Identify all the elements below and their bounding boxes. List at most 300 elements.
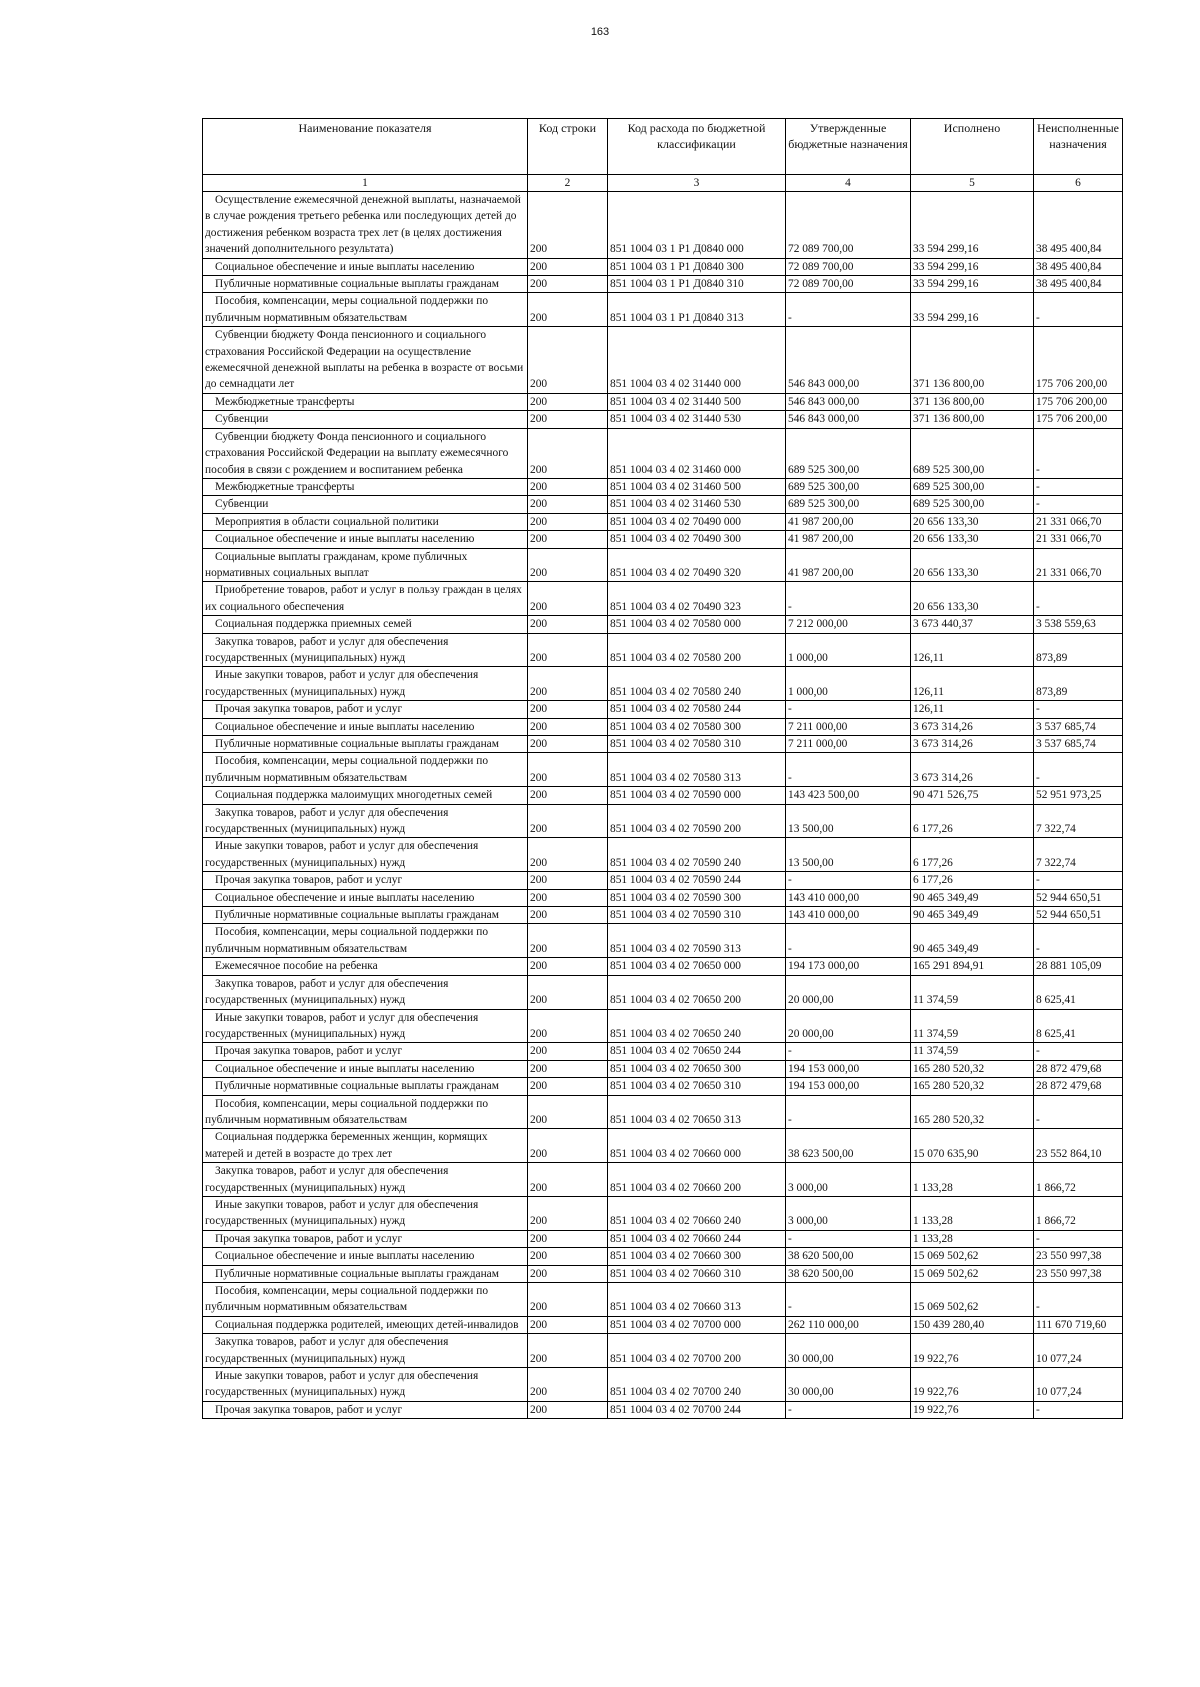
row-unexecuted-amount: 52 944 650,51 [1034, 889, 1123, 906]
row-executed-amount: 19 922,76 [911, 1368, 1034, 1402]
row-approved-amount: 689 525 300,00 [786, 478, 911, 495]
row-line-code: 200 [528, 192, 608, 259]
row-unexecuted-amount: 38 495 400,84 [1034, 192, 1123, 259]
row-executed-amount: 689 525 300,00 [911, 496, 1034, 513]
row-expense-code: 851 1004 03 4 02 31440 000 [608, 327, 786, 394]
row-unexecuted-amount: 10 077,24 [1034, 1368, 1123, 1402]
row-approved-amount: - [786, 1401, 911, 1418]
row-name: Закупка товаров, работ и услуг для обеспечения государственных (муниципальных) нужд [203, 1163, 528, 1197]
row-unexecuted-amount: 1 866,72 [1034, 1196, 1123, 1230]
table-row [203, 428, 1123, 478]
row-name: Социальное обеспечение и иные выплаты населению [203, 1060, 528, 1077]
header-name: Наименование показателя [203, 119, 528, 175]
row-approved-amount: 7 211 000,00 [786, 736, 911, 753]
row-name: Прочая закупка товаров, работ и услуг [203, 1401, 528, 1418]
row-executed-amount: 150 439 280,40 [911, 1316, 1034, 1333]
column-number: 3 [608, 175, 786, 192]
row-unexecuted-amount: 38 495 400,84 [1034, 276, 1123, 293]
row-approved-amount: - [786, 1043, 911, 1060]
row-unexecuted-amount: 8 625,41 [1034, 1009, 1123, 1043]
row-name: Публичные нормативные социальные выплаты гражданам [203, 276, 528, 293]
row-name: Социальная поддержка родителей, имеющих детей-инвалидов [203, 1316, 528, 1333]
row-expense-code: 851 1004 03 4 02 70590 000 [608, 787, 786, 804]
table-row [203, 889, 1123, 906]
row-unexecuted-amount: 21 331 066,70 [1034, 548, 1123, 582]
column-number: 4 [786, 175, 911, 192]
row-line-code: 200 [528, 496, 608, 513]
row-approved-amount: 13 500,00 [786, 804, 911, 838]
row-unexecuted-amount: 23 550 997,38 [1034, 1265, 1123, 1282]
row-executed-amount: 33 594 299,16 [911, 276, 1034, 293]
row-line-code: 200 [528, 872, 608, 889]
row-name: Пособия, компенсации, меры социальной поддержки по публичным нормативным обязательствам [203, 924, 528, 958]
row-name: Публичные нормативные социальные выплаты гражданам [203, 907, 528, 924]
row-expense-code: 851 1004 03 4 02 70590 244 [608, 872, 786, 889]
row-executed-amount: 90 471 526,75 [911, 787, 1034, 804]
row-line-code: 200 [528, 753, 608, 787]
row-executed-amount: 3 673 440,37 [911, 616, 1034, 633]
table-row [203, 327, 1123, 394]
row-expense-code: 851 1004 03 4 02 70650 244 [608, 1043, 786, 1060]
row-expense-code: 851 1004 03 4 02 31440 500 [608, 393, 786, 410]
row-expense-code: 851 1004 03 4 02 70590 300 [608, 889, 786, 906]
row-executed-amount: 15 070 635,90 [911, 1129, 1034, 1163]
table-row [203, 1316, 1123, 1333]
row-name: Субвенции [203, 496, 528, 513]
row-name: Социальное обеспечение и иные выплаты населению [203, 889, 528, 906]
row-expense-code: 851 1004 03 4 02 70580 313 [608, 753, 786, 787]
row-name: Социальное обеспечение и иные выплаты населению [203, 258, 528, 275]
row-expense-code: 851 1004 03 4 02 70660 000 [608, 1129, 786, 1163]
row-unexecuted-amount: 873,89 [1034, 633, 1123, 667]
row-line-code: 200 [528, 582, 608, 616]
row-name: Пособия, компенсации, меры социальной поддержки по публичным нормативным обязательствам [203, 753, 528, 787]
row-name: Прочая закупка товаров, работ и услуг [203, 1043, 528, 1060]
row-unexecuted-amount: 28 881 105,09 [1034, 958, 1123, 975]
table-row [203, 753, 1123, 787]
row-approved-amount: 546 843 000,00 [786, 393, 911, 410]
row-executed-amount: 33 594 299,16 [911, 258, 1034, 275]
row-line-code: 200 [528, 1078, 608, 1095]
table-row [203, 1248, 1123, 1265]
row-approved-amount: 38 620 500,00 [786, 1265, 911, 1282]
column-number: 5 [911, 175, 1034, 192]
row-approved-amount: - [786, 1095, 911, 1129]
row-approved-amount: 689 525 300,00 [786, 496, 911, 513]
row-line-code: 200 [528, 1043, 608, 1060]
row-approved-amount: 194 173 000,00 [786, 958, 911, 975]
row-executed-amount: 689 525 300,00 [911, 478, 1034, 495]
table-row [203, 633, 1123, 667]
table-row [203, 1368, 1123, 1402]
table-row [203, 478, 1123, 495]
row-executed-amount: 1 133,28 [911, 1230, 1034, 1247]
row-executed-amount: 126,11 [911, 633, 1034, 667]
row-approved-amount: 143 410 000,00 [786, 889, 911, 906]
row-executed-amount: 126,11 [911, 701, 1034, 718]
table-row [203, 701, 1123, 718]
row-name: Иные закупки товаров, работ и услуг для обеспечения государственных (муниципальных) нужд [203, 1368, 528, 1402]
row-unexecuted-amount: 38 495 400,84 [1034, 258, 1123, 275]
row-line-code: 200 [528, 1334, 608, 1368]
row-approved-amount: 41 987 200,00 [786, 531, 911, 548]
row-line-code: 200 [528, 1060, 608, 1077]
row-line-code: 200 [528, 411, 608, 428]
row-executed-amount: 126,11 [911, 667, 1034, 701]
row-expense-code: 851 1004 03 4 02 70660 200 [608, 1163, 786, 1197]
row-line-code: 200 [528, 787, 608, 804]
row-approved-amount: 143 410 000,00 [786, 907, 911, 924]
row-line-code: 200 [528, 633, 608, 667]
row-line-code: 200 [528, 975, 608, 1009]
row-unexecuted-amount: - [1034, 1095, 1123, 1129]
row-expense-code: 851 1004 03 4 02 70700 244 [608, 1401, 786, 1418]
row-expense-code: 851 1004 03 4 02 70650 200 [608, 975, 786, 1009]
row-expense-code: 851 1004 03 4 02 70700 000 [608, 1316, 786, 1333]
table-row [203, 393, 1123, 410]
row-expense-code: 851 1004 03 4 02 70590 200 [608, 804, 786, 838]
table-row [203, 907, 1123, 924]
row-approved-amount: 38 623 500,00 [786, 1129, 911, 1163]
page-number: 163 [590, 26, 610, 38]
row-expense-code: 851 1004 03 4 02 70650 313 [608, 1095, 786, 1129]
row-name: Социальное обеспечение и иные выплаты населению [203, 531, 528, 548]
row-line-code: 200 [528, 1401, 608, 1418]
row-executed-amount: 165 280 520,32 [911, 1078, 1034, 1095]
row-executed-amount: 1 133,28 [911, 1196, 1034, 1230]
row-name: Социальная поддержка малоимущих многодетных семей [203, 787, 528, 804]
row-line-code: 200 [528, 513, 608, 530]
row-unexecuted-amount: 28 872 479,68 [1034, 1060, 1123, 1077]
row-executed-amount: 90 465 349,49 [911, 907, 1034, 924]
row-executed-amount: 19 922,76 [911, 1334, 1034, 1368]
table-row [203, 787, 1123, 804]
row-unexecuted-amount: - [1034, 701, 1123, 718]
row-approved-amount: - [786, 1283, 911, 1317]
table-row [203, 293, 1123, 327]
row-approved-amount: 7 211 000,00 [786, 718, 911, 735]
row-expense-code: 851 1004 03 1 P1 Д0840 000 [608, 192, 786, 259]
row-approved-amount: 546 843 000,00 [786, 411, 911, 428]
table-row [203, 1196, 1123, 1230]
row-unexecuted-amount: 52 951 973,25 [1034, 787, 1123, 804]
row-approved-amount: - [786, 924, 911, 958]
row-line-code: 200 [528, 1196, 608, 1230]
row-line-code: 200 [528, 1368, 608, 1402]
table-row [203, 1230, 1123, 1247]
row-name: Пособия, компенсации, меры социальной поддержки по публичным нормативным обязательствам [203, 1283, 528, 1317]
row-line-code: 200 [528, 907, 608, 924]
row-unexecuted-amount: - [1034, 478, 1123, 495]
row-unexecuted-amount: - [1034, 1283, 1123, 1317]
row-approved-amount: - [786, 753, 911, 787]
column-number: 6 [1034, 175, 1123, 192]
row-name: Закупка товаров, работ и услуг для обеспечения государственных (муниципальных) нужд [203, 975, 528, 1009]
table-row [203, 1009, 1123, 1043]
row-expense-code: 851 1004 03 4 02 70660 310 [608, 1265, 786, 1282]
row-executed-amount: 371 136 800,00 [911, 411, 1034, 428]
row-line-code: 200 [528, 1009, 608, 1043]
row-approved-amount: 1 000,00 [786, 633, 911, 667]
row-expense-code: 851 1004 03 4 02 70660 300 [608, 1248, 786, 1265]
row-executed-amount: 20 656 133,30 [911, 531, 1034, 548]
row-executed-amount: 1 133,28 [911, 1163, 1034, 1197]
row-expense-code: 851 1004 03 4 02 70490 320 [608, 548, 786, 582]
table-row [203, 616, 1123, 633]
header-approved: Утвержденные бюджетные назначения [786, 119, 911, 175]
table-row [203, 838, 1123, 872]
row-unexecuted-amount: 873,89 [1034, 667, 1123, 701]
row-expense-code: 851 1004 03 4 02 70580 310 [608, 736, 786, 753]
row-executed-amount: 165 280 520,32 [911, 1095, 1034, 1129]
table-row [203, 718, 1123, 735]
row-expense-code: 851 1004 03 4 02 70700 240 [608, 1368, 786, 1402]
row-approved-amount: - [786, 872, 911, 889]
row-unexecuted-amount: 52 944 650,51 [1034, 907, 1123, 924]
row-line-code: 200 [528, 736, 608, 753]
row-unexecuted-amount: 3 537 685,74 [1034, 718, 1123, 735]
row-name: Закупка товаров, работ и услуг для обеспечения государственных (муниципальных) нужд [203, 1334, 528, 1368]
row-expense-code: 851 1004 03 4 02 70580 240 [608, 667, 786, 701]
row-expense-code: 851 1004 03 4 02 70590 313 [608, 924, 786, 958]
row-expense-code: 851 1004 03 4 02 31460 530 [608, 496, 786, 513]
row-name: Иные закупки товаров, работ и услуг для обеспечения государственных (муниципальных) нужд [203, 838, 528, 872]
row-executed-amount: 90 465 349,49 [911, 924, 1034, 958]
row-executed-amount: 165 291 894,91 [911, 958, 1034, 975]
table-row [203, 548, 1123, 582]
row-expense-code: 851 1004 03 4 02 70490 300 [608, 531, 786, 548]
header-unexecuted: Неисполненные назначения [1034, 119, 1123, 175]
row-expense-code: 851 1004 03 4 02 70650 300 [608, 1060, 786, 1077]
row-executed-amount: 165 280 520,32 [911, 1060, 1034, 1077]
row-unexecuted-amount: - [1034, 1230, 1123, 1247]
row-expense-code: 851 1004 03 1 P1 Д0840 300 [608, 258, 786, 275]
row-unexecuted-amount: 28 872 479,68 [1034, 1078, 1123, 1095]
row-executed-amount: 371 136 800,00 [911, 393, 1034, 410]
row-approved-amount: 7 212 000,00 [786, 616, 911, 633]
row-unexecuted-amount: 7 322,74 [1034, 804, 1123, 838]
row-name: Мероприятия в области социальной политики [203, 513, 528, 530]
row-line-code: 200 [528, 548, 608, 582]
row-name: Публичные нормативные социальные выплаты гражданам [203, 736, 528, 753]
row-line-code: 200 [528, 478, 608, 495]
row-approved-amount: - [786, 1230, 911, 1247]
row-unexecuted-amount: - [1034, 872, 1123, 889]
row-name: Ежемесячное пособие на ребенка [203, 958, 528, 975]
row-unexecuted-amount: 7 322,74 [1034, 838, 1123, 872]
row-line-code: 200 [528, 701, 608, 718]
row-name: Социальные выплаты гражданам, кроме публичных нормативных социальных выплат [203, 548, 528, 582]
row-expense-code: 851 1004 03 4 02 31460 000 [608, 428, 786, 478]
row-line-code: 200 [528, 393, 608, 410]
row-name: Прочая закупка товаров, работ и услуг [203, 872, 528, 889]
header-executed: Исполнено [911, 119, 1034, 175]
row-name: Субвенции [203, 411, 528, 428]
row-line-code: 200 [528, 293, 608, 327]
table-row [203, 1060, 1123, 1077]
row-name: Публичные нормативные социальные выплаты гражданам [203, 1078, 528, 1095]
row-executed-amount: 6 177,26 [911, 838, 1034, 872]
row-approved-amount: - [786, 582, 911, 616]
table-row [203, 1334, 1123, 1368]
row-expense-code: 851 1004 03 4 02 70660 240 [608, 1196, 786, 1230]
row-expense-code: 851 1004 03 4 02 70580 200 [608, 633, 786, 667]
row-approved-amount: 546 843 000,00 [786, 327, 911, 394]
column-number: 2 [528, 175, 608, 192]
row-unexecuted-amount: - [1034, 428, 1123, 478]
budget-execution-table [202, 118, 1123, 1419]
row-approved-amount: - [786, 293, 911, 327]
table-row [203, 496, 1123, 513]
row-expense-code: 851 1004 03 4 02 31460 500 [608, 478, 786, 495]
row-approved-amount: 30 000,00 [786, 1334, 911, 1368]
row-name: Публичные нормативные социальные выплаты гражданам [203, 1265, 528, 1282]
row-expense-code: 851 1004 03 4 02 70490 323 [608, 582, 786, 616]
row-line-code: 200 [528, 1163, 608, 1197]
row-unexecuted-amount: 23 552 864,10 [1034, 1129, 1123, 1163]
row-approved-amount: 72 089 700,00 [786, 258, 911, 275]
row-line-code: 200 [528, 1248, 608, 1265]
row-name: Закупка товаров, работ и услуг для обеспечения государственных (муниципальных) нужд [203, 633, 528, 667]
row-unexecuted-amount: 3 538 559,63 [1034, 616, 1123, 633]
row-unexecuted-amount: 3 537 685,74 [1034, 736, 1123, 753]
table-row [203, 1265, 1123, 1282]
row-line-code: 200 [528, 1283, 608, 1317]
row-expense-code: 851 1004 03 1 P1 Д0840 310 [608, 276, 786, 293]
row-name: Социальное обеспечение и иные выплаты населению [203, 718, 528, 735]
row-expense-code: 851 1004 03 4 02 31440 530 [608, 411, 786, 428]
row-executed-amount: 90 465 349,49 [911, 889, 1034, 906]
row-name: Социальное обеспечение и иные выплаты населению [203, 1248, 528, 1265]
row-approved-amount: 41 987 200,00 [786, 513, 911, 530]
row-unexecuted-amount: 175 706 200,00 [1034, 327, 1123, 394]
row-name: Пособия, компенсации, меры социальной поддержки по публичным нормативным обязательствам [203, 293, 528, 327]
table-row [203, 1078, 1123, 1095]
row-name: Субвенции бюджету Фонда пенсионного и социального страхования Российской Федерации на осуществление ежемесячной денежной выплаты на ребенка в возрасте от восьми до семнадцати лет [203, 327, 528, 394]
row-expense-code: 851 1004 03 4 02 70650 240 [608, 1009, 786, 1043]
table-row [203, 513, 1123, 530]
table-row [203, 1043, 1123, 1060]
table-row [203, 667, 1123, 701]
row-unexecuted-amount: - [1034, 1043, 1123, 1060]
row-expense-code: 851 1004 03 4 02 70660 244 [608, 1230, 786, 1247]
row-name: Осуществление ежемесячной денежной выплаты, назначаемой в случае рождения третьего ребенка или последующих детей до достижения ребенком возраста трех лет (в целях достижения значений дополнительного результата) [203, 192, 528, 259]
row-name: Социальная поддержка беременных женщин, кормящих матерей и детей в возрасте до трех лет [203, 1129, 528, 1163]
row-approved-amount: 262 110 000,00 [786, 1316, 911, 1333]
table-row [203, 276, 1123, 293]
row-line-code: 200 [528, 718, 608, 735]
row-executed-amount: 3 673 314,26 [911, 718, 1034, 735]
row-approved-amount: 3 000,00 [786, 1196, 911, 1230]
row-line-code: 200 [528, 1129, 608, 1163]
row-name: Социальная поддержка приемных семей [203, 616, 528, 633]
row-executed-amount: 19 922,76 [911, 1401, 1034, 1418]
row-unexecuted-amount: - [1034, 924, 1123, 958]
row-approved-amount: 38 620 500,00 [786, 1248, 911, 1265]
table-row [203, 582, 1123, 616]
row-name: Иные закупки товаров, работ и услуг для обеспечения государственных (муниципальных) нужд [203, 1009, 528, 1043]
row-expense-code: 851 1004 03 4 02 70590 240 [608, 838, 786, 872]
column-number-row [203, 175, 1123, 192]
row-line-code: 200 [528, 924, 608, 958]
column-number: 1 [203, 175, 528, 192]
row-line-code: 200 [528, 804, 608, 838]
row-expense-code: 851 1004 03 4 02 70580 000 [608, 616, 786, 633]
row-name: Приобретение товаров, работ и услуг в пользу граждан в целях их социального обеспечения [203, 582, 528, 616]
row-executed-amount: 15 069 502,62 [911, 1248, 1034, 1265]
row-approved-amount: - [786, 701, 911, 718]
header-line-code: Код строки [528, 119, 608, 175]
table-row [203, 924, 1123, 958]
table-row [203, 1129, 1123, 1163]
table-row [203, 1283, 1123, 1317]
row-executed-amount: 20 656 133,30 [911, 582, 1034, 616]
row-line-code: 200 [528, 958, 608, 975]
row-expense-code: 851 1004 03 4 02 70590 310 [608, 907, 786, 924]
table-row [203, 1163, 1123, 1197]
row-executed-amount: 20 656 133,30 [911, 513, 1034, 530]
row-name: Прочая закупка товаров, работ и услуг [203, 1230, 528, 1247]
row-executed-amount: 20 656 133,30 [911, 548, 1034, 582]
row-name: Пособия, компенсации, меры социальной поддержки по публичным нормативным обязательствам [203, 1095, 528, 1129]
row-expense-code: 851 1004 03 4 02 70580 300 [608, 718, 786, 735]
row-line-code: 200 [528, 1316, 608, 1333]
row-approved-amount: 20 000,00 [786, 1009, 911, 1043]
row-name: Межбюджетные трансферты [203, 393, 528, 410]
row-line-code: 200 [528, 838, 608, 872]
row-line-code: 200 [528, 258, 608, 275]
row-expense-code: 851 1004 03 1 P1 Д0840 313 [608, 293, 786, 327]
row-name: Закупка товаров, работ и услуг для обеспечения государственных (муниципальных) нужд [203, 804, 528, 838]
row-line-code: 200 [528, 1230, 608, 1247]
row-approved-amount: 194 153 000,00 [786, 1078, 911, 1095]
row-approved-amount: 20 000,00 [786, 975, 911, 1009]
row-line-code: 200 [528, 616, 608, 633]
row-approved-amount: 41 987 200,00 [786, 548, 911, 582]
row-line-code: 200 [528, 1095, 608, 1129]
table-row [203, 1095, 1123, 1129]
table-row [203, 975, 1123, 1009]
row-approved-amount: 143 423 500,00 [786, 787, 911, 804]
row-unexecuted-amount: 111 670 719,60 [1034, 1316, 1123, 1333]
row-line-code: 200 [528, 276, 608, 293]
row-unexecuted-amount: - [1034, 496, 1123, 513]
row-unexecuted-amount: - [1034, 1401, 1123, 1418]
row-executed-amount: 15 069 502,62 [911, 1283, 1034, 1317]
row-unexecuted-amount: 21 331 066,70 [1034, 513, 1123, 530]
row-expense-code: 851 1004 03 4 02 70660 313 [608, 1283, 786, 1317]
row-approved-amount: 1 000,00 [786, 667, 911, 701]
row-unexecuted-amount: 175 706 200,00 [1034, 411, 1123, 428]
row-line-code: 200 [528, 531, 608, 548]
row-name: Иные закупки товаров, работ и услуг для обеспечения государственных (муниципальных) нужд [203, 667, 528, 701]
table-row [203, 192, 1123, 259]
row-executed-amount: 6 177,26 [911, 872, 1034, 889]
table-row [203, 411, 1123, 428]
table-row [203, 872, 1123, 889]
row-approved-amount: 13 500,00 [786, 838, 911, 872]
row-executed-amount: 15 069 502,62 [911, 1265, 1034, 1282]
table-row [203, 958, 1123, 975]
table-body [203, 192, 1123, 1419]
row-unexecuted-amount: 8 625,41 [1034, 975, 1123, 1009]
row-executed-amount: 3 673 314,26 [911, 753, 1034, 787]
row-line-code: 200 [528, 428, 608, 478]
table-row [203, 736, 1123, 753]
row-expense-code: 851 1004 03 4 02 70650 310 [608, 1078, 786, 1095]
row-executed-amount: 11 374,59 [911, 975, 1034, 1009]
row-executed-amount: 689 525 300,00 [911, 428, 1034, 478]
